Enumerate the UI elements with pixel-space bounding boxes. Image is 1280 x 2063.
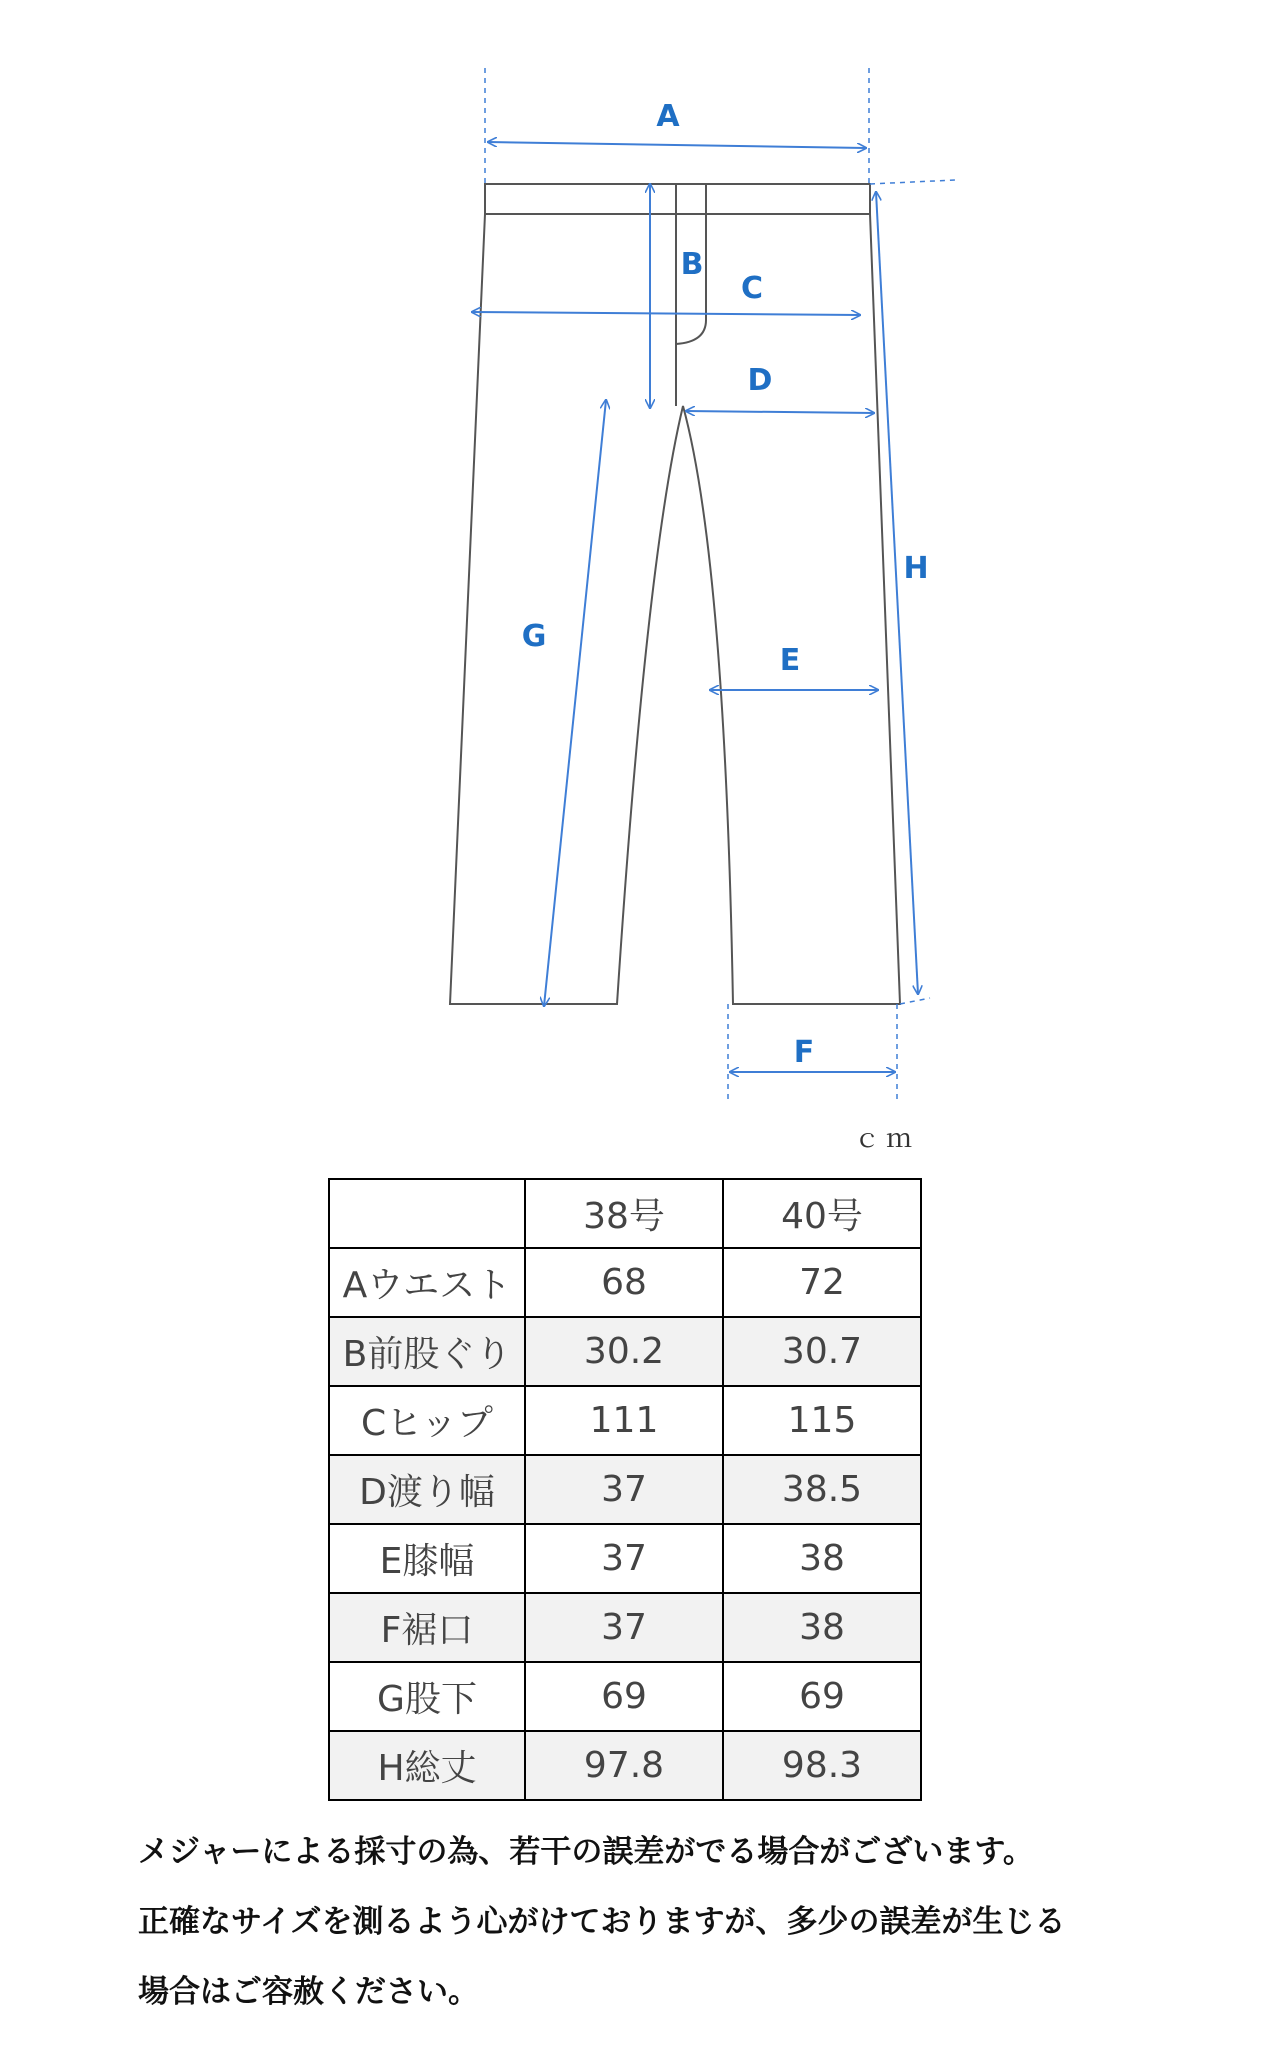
- table-row: [329, 1731, 921, 1800]
- row-value-40: 38: [723, 1524, 921, 1593]
- row-value-38: 30.2: [525, 1317, 723, 1386]
- waistband: [485, 184, 870, 214]
- row-label: B前股ぐり: [329, 1317, 525, 1386]
- row-value-38: 37: [525, 1524, 723, 1593]
- table-row: [329, 1662, 921, 1731]
- row-value-38: 69: [525, 1662, 723, 1731]
- table-header-row: [329, 1179, 921, 1248]
- dim-d-arrow: [686, 411, 874, 413]
- dim-d-label: D: [747, 363, 773, 398]
- dim-c-arrow: [472, 312, 860, 315]
- dim-g-label: G: [521, 619, 547, 654]
- row-value-40: 38: [723, 1593, 921, 1662]
- row-value-38: 68: [525, 1248, 723, 1317]
- row-value-38: 97.8: [525, 1731, 723, 1800]
- row-label: H総丈: [329, 1731, 525, 1800]
- header-cell-40: 40号: [723, 1179, 921, 1248]
- note-line-3: 場合はご容赦ください。: [138, 1974, 479, 2010]
- note-line-1: メジャーによる採寸の為、若干の誤差がでる場合がございます。: [138, 1834, 1034, 1870]
- row-value-40: 69: [723, 1662, 921, 1731]
- dim-h-arrow: [876, 192, 918, 994]
- row-value-40: 72: [723, 1248, 921, 1317]
- dim-a-arrow: [488, 142, 866, 148]
- row-label: Cヒップ: [329, 1386, 525, 1455]
- row-label: D渡り幅: [329, 1455, 525, 1524]
- dim-f-label: F: [793, 1035, 815, 1070]
- row-label: Aウエスト: [329, 1248, 525, 1317]
- row-value-40: 98.3: [723, 1731, 921, 1800]
- pants-outline: [450, 184, 900, 1004]
- row-label: F裾口: [329, 1593, 525, 1662]
- row-value-38: 37: [525, 1593, 723, 1662]
- table-row: [329, 1455, 921, 1524]
- header-cell-38: 38号: [525, 1179, 723, 1248]
- row-value-38: 37: [525, 1455, 723, 1524]
- dim-g-arrow: [544, 400, 606, 1006]
- table-row: [329, 1524, 921, 1593]
- unit-label: ｃｍ: [853, 1124, 918, 1154]
- table-row: [329, 1248, 921, 1317]
- dim-e-label: E: [779, 643, 801, 678]
- row-value-40: 115: [723, 1386, 921, 1455]
- dim-h-label: H: [903, 551, 929, 586]
- table-row: [329, 1317, 921, 1386]
- dim-b-label: B: [680, 247, 704, 282]
- header-cell: [329, 1179, 525, 1248]
- dim-a-label: A: [656, 99, 680, 134]
- table-row: [329, 1593, 921, 1662]
- size-table: [328, 1178, 922, 1801]
- row-value-38: 111: [525, 1386, 723, 1455]
- row-label: G股下: [329, 1662, 525, 1731]
- row-label: E膝幅: [329, 1524, 525, 1593]
- dim-c-label: C: [740, 271, 764, 306]
- table-row: [329, 1386, 921, 1455]
- note-line-2: 正確なサイズを測るよう心がけておりますが、多少の誤差が生じる: [138, 1904, 1066, 1940]
- row-value-40: 30.7: [723, 1317, 921, 1386]
- row-value-40: 38.5: [723, 1455, 921, 1524]
